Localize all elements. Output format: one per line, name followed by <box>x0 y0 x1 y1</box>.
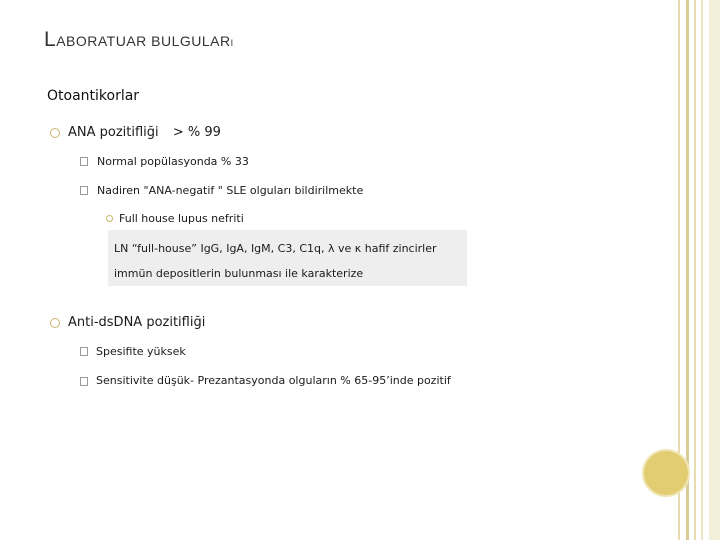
list-item: Nadiren "ANA-negatif " SLE olguları bildirilmekte <box>97 184 364 197</box>
small-circle-bullet-icon <box>106 215 113 222</box>
decorative-circle-icon <box>642 449 690 497</box>
square-bullet-icon <box>80 347 88 356</box>
list-item: Normal popülasyonda % 33 <box>97 155 249 168</box>
title-trailing: I <box>230 38 234 48</box>
dsdna-label: Anti-dsDNA pozitifliği <box>68 315 206 330</box>
note-line: immün depositlerin bulunması ile karakterize <box>114 267 364 280</box>
square-bullet-icon <box>80 377 88 386</box>
border-stripe <box>701 0 703 540</box>
list-item: Sensitivite düşük- Prezantasyonda olguların % 65-95’inde pozitif <box>96 374 451 387</box>
border-stripe <box>709 0 720 540</box>
note-line: LN “full-house” IgG, IgA, IgM, C3, C1q, λ ve κ hafif zincirler <box>114 242 437 255</box>
sub-list-item: Full house lupus nefriti <box>119 212 244 225</box>
ana-label: ANA pozitifliği <box>68 125 159 140</box>
circle-bullet-icon <box>50 128 60 138</box>
list-item: Spesifite yüksek <box>96 345 186 358</box>
border-stripe <box>694 0 696 540</box>
ana-line <box>68 125 221 140</box>
square-bullet-icon <box>80 186 88 195</box>
circle-bullet-icon <box>50 318 60 328</box>
square-bullet-icon <box>80 157 88 166</box>
section-heading: Otoantikorlar <box>47 88 140 104</box>
slide-title: LABORATUAR BULGULARI <box>44 28 234 51</box>
border-stripe <box>686 0 689 540</box>
note-box <box>108 230 467 286</box>
ana-value: > % 99 <box>172 125 221 140</box>
